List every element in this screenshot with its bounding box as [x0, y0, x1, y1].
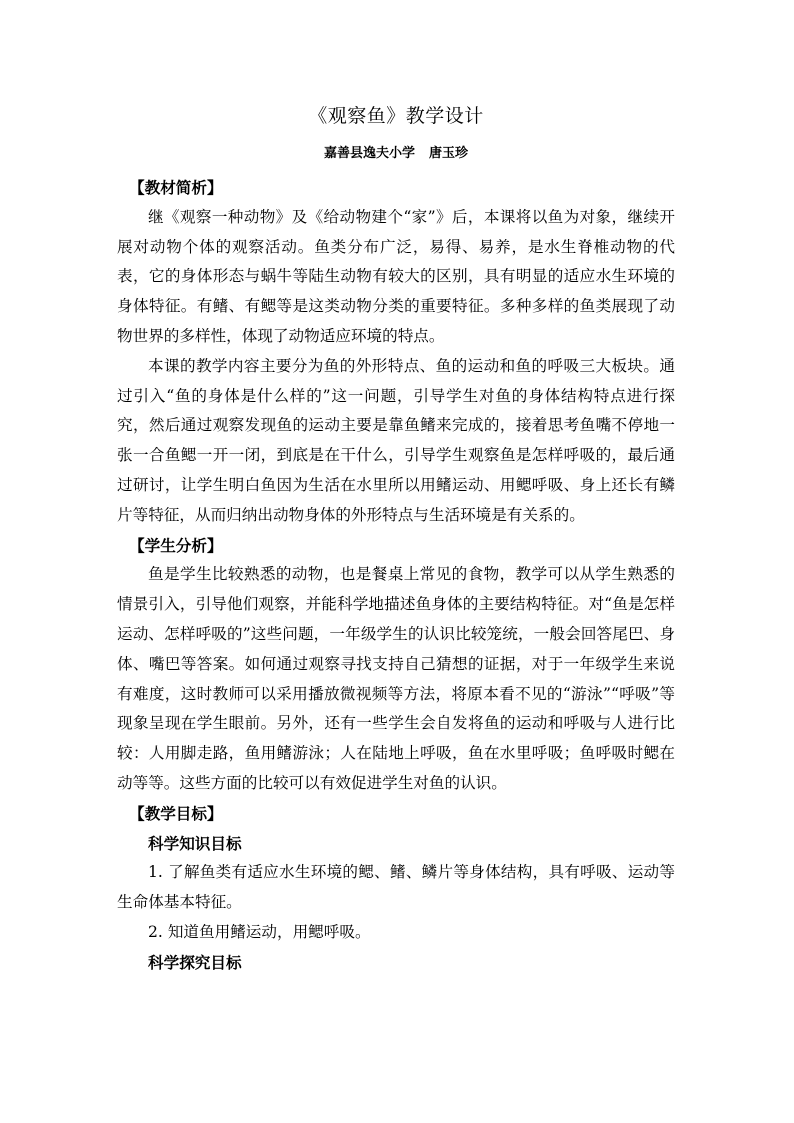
section-heading-teaching-goals: 【教学目标】 [129, 803, 223, 823]
author-name: 唐玉珍 [429, 146, 469, 161]
subheading-knowledge-goals: 科学知识目标 [148, 833, 242, 853]
subheading-inquiry-goals: 科学探究目标 [148, 952, 242, 972]
paragraph: 本课的教学内容主要分为鱼的外形特点、鱼的运动和鱼的呼吸三大板块。通过引入“鱼的身体是什么样的”这一问题，引导学生对鱼的身体结构特点进行探究，然后通过观察发现鱼的运动主要是靠鱼鳍来完成的，接着思考鱼嘴不停地一张一合鱼鳃一开一闭，到底是在干什么，引导学生观察鱼是怎样呼吸的，最后通过研讨，让学生明白鱼因为生活在水里所以用鳍运动、用鳃呼吸、身上还长有鳞片等特征，从而归纳出动物身体的外形特点与生活环境是有关系的。 [117, 356, 675, 524]
paragraph: 鱼是学生比较熟悉的动物，也是餐桌上常见的食物，教学可以从学生熟悉的情景引入，引导他们观察，并能科学地描述鱼身体的主要结构特征。对“鱼是怎样运动、怎样呼吸的”这些问题，一年级学生的认识比较笼统，一般会回答尾巴、身体、嘴巴等答案。如何通过观察寻找支持自己猜想的证据，对于一年级学生来说有难度，这时教师可以采用播放微视频等方法，将原本看不见的“游泳”“呼吸”等现象呈现在学生眼前。另外，还有一些学生会自发将鱼的运动和呼吸与人进行比较：人用脚走路，鱼用鳍游泳；人在陆地上呼吸，鱼在水里呼吸；鱼呼吸时鳃在动等等。这些方面的比较可以有效促进学生对鱼的认识。 [117, 565, 675, 792]
goal-item: 1. 了解鱼类有适应水生环境的鳃、鳍、鳞片等身体结构，具有呼吸、运动等生命体基本特征。 [117, 863, 675, 912]
document-body [117, 173, 675, 978]
section-heading-textbook-analysis: 【教材简析】 [129, 178, 223, 197]
paragraph: 继《观察一种动物》及《给动物建个“家”》后，本课将以鱼为对象，继续开展对动物个体的观察活动。鱼类分布广泛，易得、易养，是水生脊椎动物的代表，它的身体形态与蜗牛等陆生动物有较大的区别，具有明显的适应水生环境的身体特征。有鳍、有鳃等是这类动物分类的重要特征。多种多样的鱼类展现了动物世界的多样性，体现了动物适应环境的特点。 [117, 207, 675, 345]
author-line [117, 144, 675, 164]
author-school: 嘉善县逸夫小学 [323, 146, 415, 161]
document-title: 《观察鱼》教学设计 [308, 105, 484, 127]
goal-item: 2. 知道鱼用鳍运动，用鳃呼吸。 [148, 922, 371, 941]
section-heading-student-analysis: 【学生分析】 [129, 535, 223, 555]
